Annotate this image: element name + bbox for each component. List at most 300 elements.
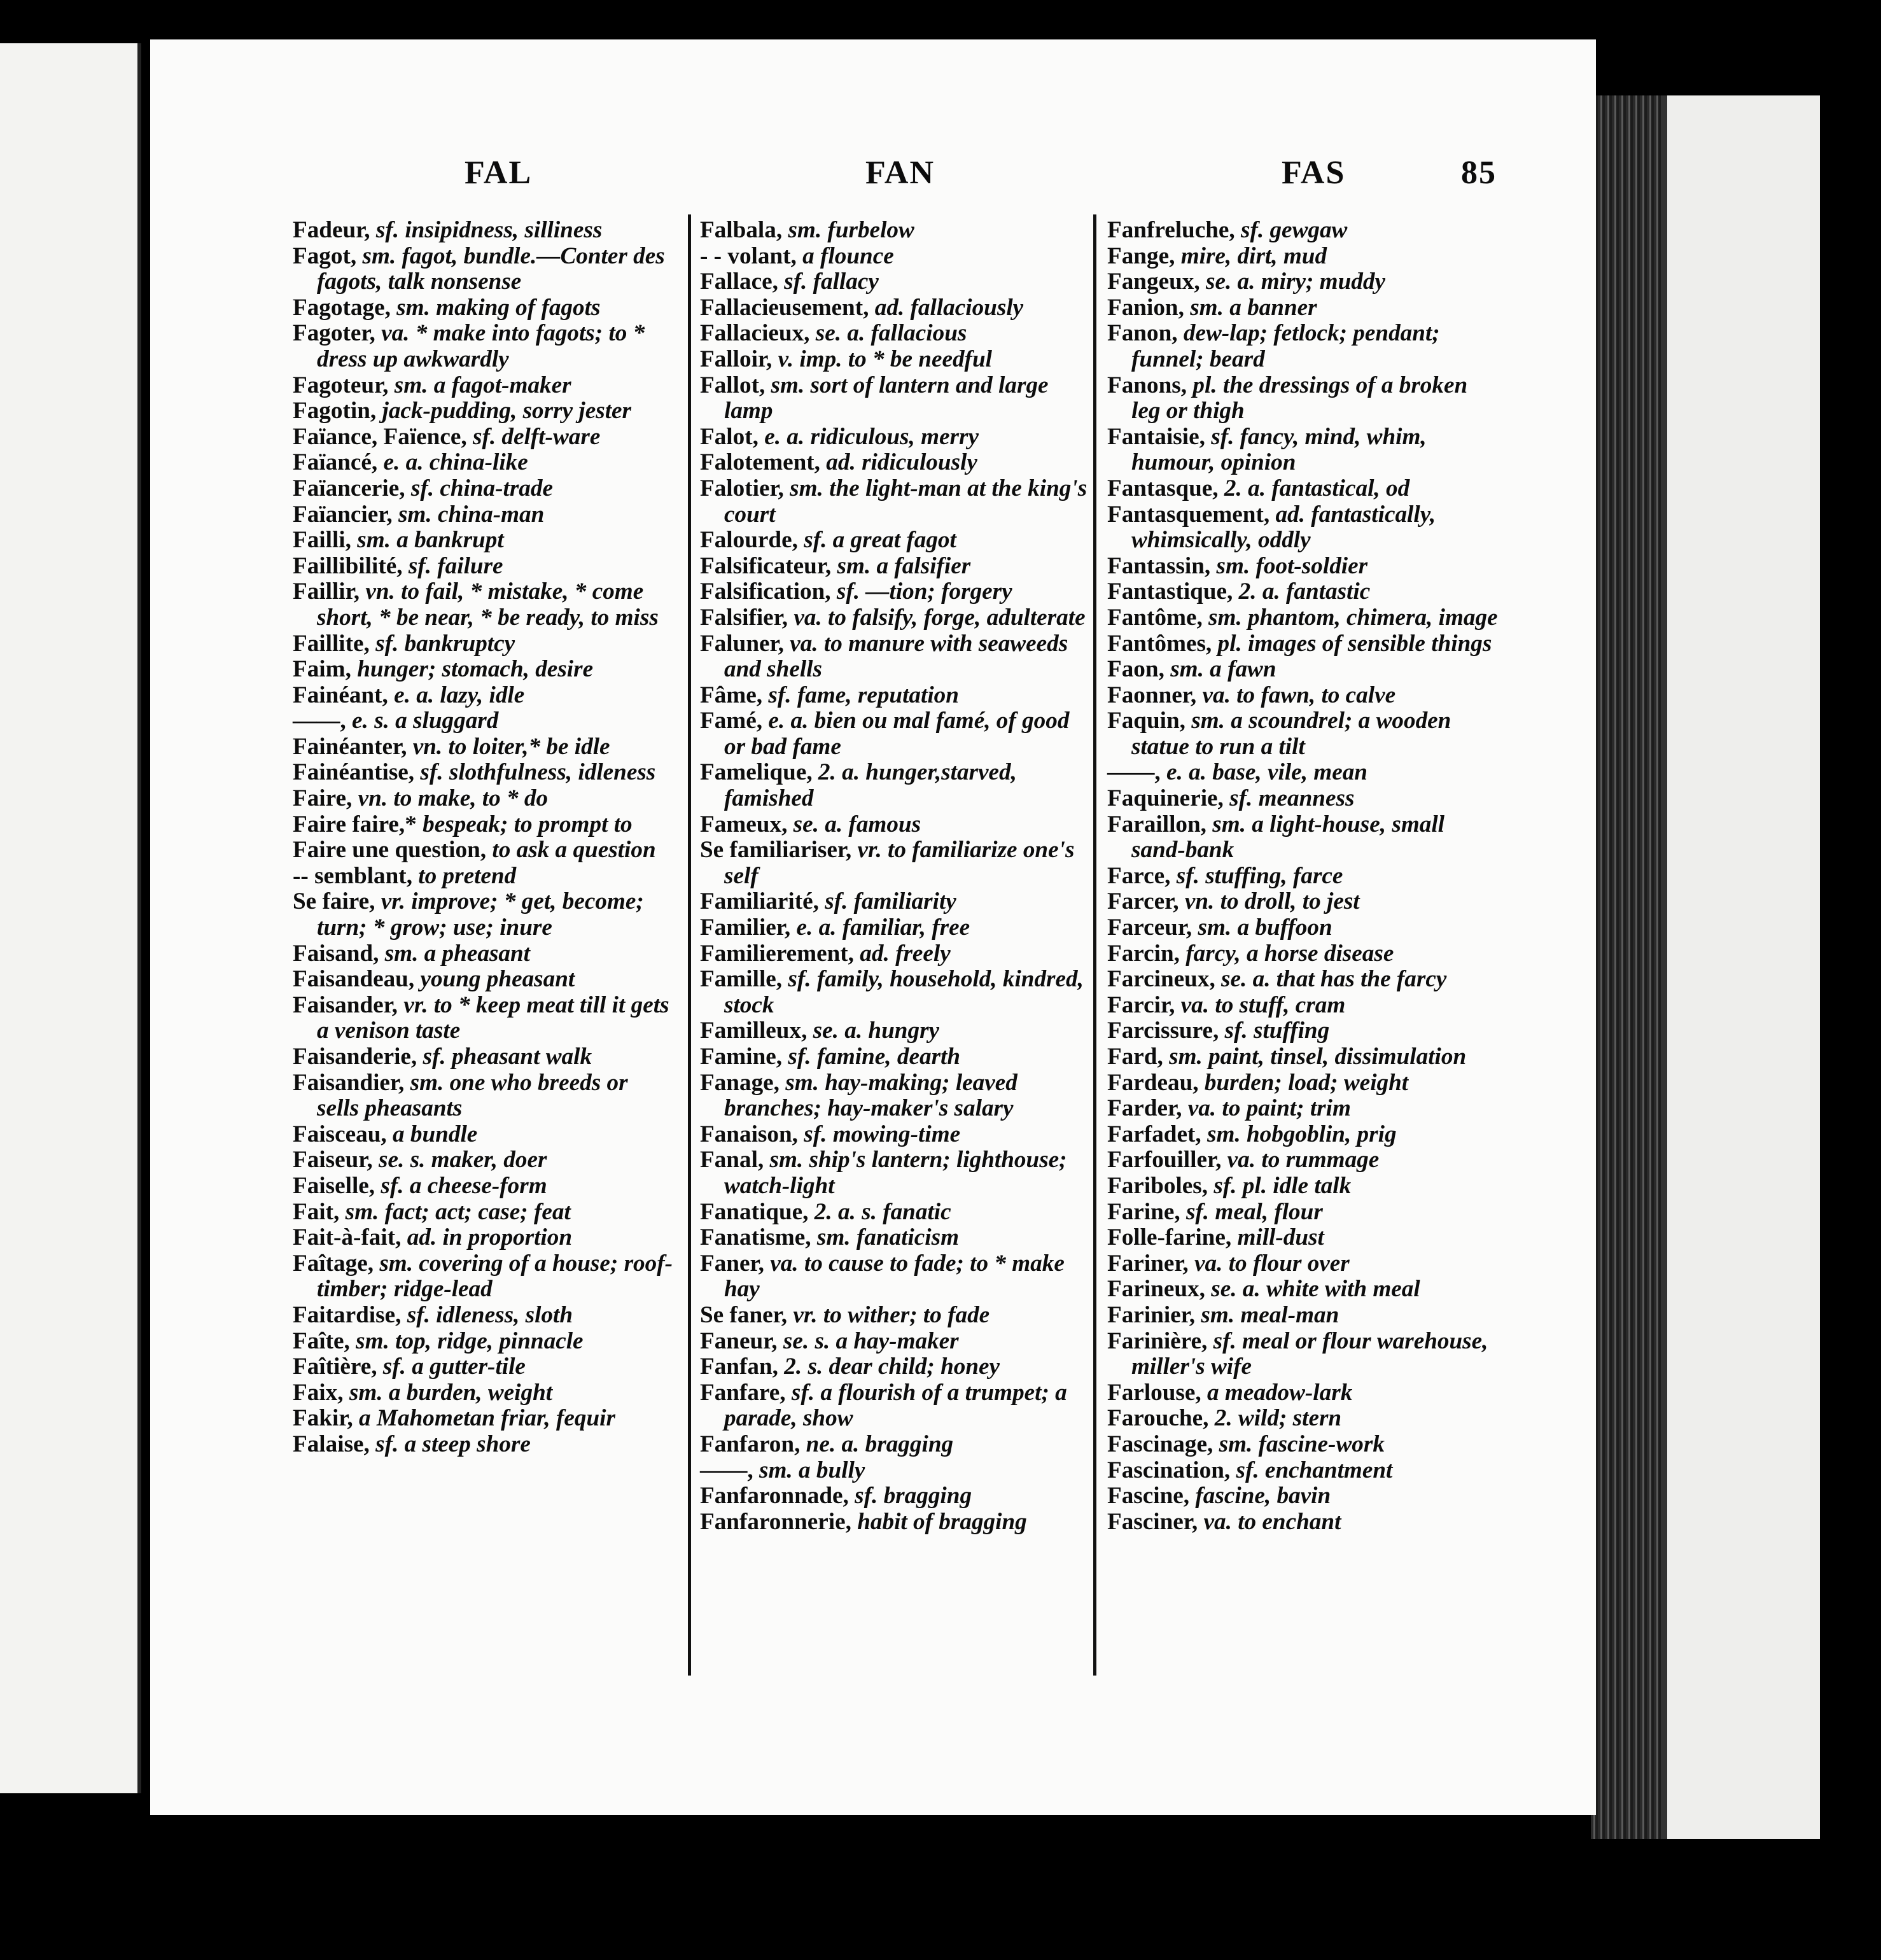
entry-definition: se. s. a hay-maker	[777, 1327, 959, 1354]
entry-definition: sm. the light-man at the king's court	[724, 475, 1087, 528]
entry-definition: va. to enchant	[1198, 1508, 1341, 1535]
entry-definition: va. to cause to fade; to * make hay	[724, 1250, 1065, 1303]
dictionary-entry	[1107, 605, 1502, 631]
entry-definition: hunger; stomach, desire	[351, 656, 594, 683]
dictionary-entry	[293, 373, 675, 399]
entry-definition: se. a. fallacious	[809, 320, 967, 347]
entry-headword: Fainéant,	[293, 682, 388, 708]
entry-headword: Fangeux,	[1107, 269, 1200, 295]
entry-definition: se. a. white with meal	[1205, 1276, 1420, 1303]
entry-headword: Fariboles,	[1107, 1172, 1208, 1199]
entry-definition: sf. fallacy	[778, 269, 879, 295]
entry-headword: Fantasquement,	[1107, 501, 1270, 528]
dictionary-entry	[700, 812, 1088, 838]
entry-headword: Farineux,	[1107, 1276, 1205, 1303]
entry-headword: Fascine,	[1107, 1483, 1190, 1509]
entry-headword: Fantôme,	[1107, 604, 1203, 631]
entry-definition: mire, dirt, mud	[1175, 242, 1327, 269]
entry-definition: sm. a banner	[1184, 294, 1317, 321]
dictionary-entry	[293, 244, 675, 295]
dictionary-entry	[700, 941, 1088, 967]
entry-definition: sf. china-trade	[405, 475, 553, 501]
entry-definition: e. a. base, vile, mean	[1160, 759, 1367, 786]
dictionary-entry	[700, 889, 1088, 915]
dictionary-entry	[700, 915, 1088, 941]
entry-definition: sm. a bankrupt	[351, 527, 504, 554]
entry-definition: sm. fanaticism	[811, 1224, 960, 1251]
entry-definition: sm. top, ridge, pinnacle	[349, 1327, 584, 1354]
dictionary-entry	[293, 218, 675, 244]
column-rule-2	[1093, 214, 1096, 1676]
dictionary-entry	[1107, 476, 1502, 502]
entry-definition: sf. stuffing, farce	[1170, 862, 1343, 889]
dictionary-entry	[1107, 708, 1502, 760]
entry-headword: Faquinerie,	[1107, 785, 1224, 812]
dictionary-entry	[1107, 889, 1502, 915]
entry-headword: Fanons,	[1107, 372, 1187, 398]
entry-headword: Fascinage,	[1107, 1431, 1213, 1457]
dictionary-entry	[293, 1200, 675, 1226]
entry-headword: Falsificateur,	[700, 552, 832, 579]
dictionary-entry	[293, 657, 675, 683]
dictionary-entry	[700, 1458, 1088, 1484]
entry-headword: Faîte,	[293, 1327, 350, 1354]
entry-definition: sm. fascine-work	[1213, 1431, 1385, 1457]
entry-definition: sf. fame, reputation	[762, 682, 959, 708]
dictionary-entry	[293, 1147, 675, 1173]
dictionary-entry	[700, 1147, 1088, 1199]
entry-definition: sm. making of fagots	[390, 294, 601, 321]
entry-definition: sm. a fawn	[1164, 656, 1276, 683]
entry-headword: Faîtière,	[293, 1354, 377, 1380]
dictionary-entry	[700, 244, 1088, 270]
entry-headword: Fantasque,	[1107, 475, 1219, 501]
entry-headword: Farcin,	[1107, 940, 1180, 967]
entry-definition: se. s. maker, doer	[372, 1147, 547, 1173]
dictionary-entry	[293, 760, 675, 786]
entry-headword: Faisceau,	[293, 1121, 387, 1147]
dictionary-entry	[1107, 1303, 1502, 1329]
dictionary-entry	[293, 1225, 675, 1251]
dictionary-entry	[293, 683, 675, 709]
entry-definition: ad. freely	[853, 940, 951, 967]
entry-headword: Faïancier,	[293, 501, 393, 528]
entry-definition: se. a. famous	[787, 811, 921, 837]
entry-headword: Famille,	[700, 966, 783, 993]
dictionary-entry	[700, 1303, 1088, 1329]
entry-headword: Fantastique,	[1107, 578, 1233, 605]
entry-definition: 2. wild; stern	[1208, 1405, 1342, 1432]
dictionary-entry	[700, 373, 1088, 424]
entry-headword: Fagoter,	[293, 320, 375, 347]
dictionary-entry	[293, 1070, 675, 1122]
dictionary-entry	[293, 528, 675, 554]
entry-headword: Faisander,	[293, 991, 398, 1018]
entry-definition: va. to falsify, forge, adulterate	[788, 604, 1086, 631]
entry-headword: Fange,	[1107, 242, 1175, 269]
entry-definition: 2. a. fantastic	[1233, 578, 1371, 605]
entry-headword: Fallot,	[700, 372, 766, 398]
entry-headword: Falotier,	[700, 475, 784, 501]
entry-definition: sf. failure	[402, 552, 503, 579]
entry-definition: ad. in proportion	[401, 1224, 573, 1251]
entry-definition: sm. hobgoblin, prig	[1201, 1121, 1397, 1147]
entry-definition: sf. enchantment	[1230, 1457, 1393, 1483]
dictionary-entry	[700, 605, 1088, 631]
dictionary-entry	[700, 1225, 1088, 1251]
entry-headword: Fanfaronnade,	[700, 1483, 849, 1509]
entry-headword: Farcir,	[1107, 991, 1175, 1018]
dictionary-entry	[700, 1509, 1088, 1536]
entry-headword: Faillibilité,	[293, 552, 403, 579]
entry-headword: ——,	[293, 708, 346, 734]
entry-headword: Fanatisme,	[700, 1224, 811, 1251]
dictionary-entry	[293, 941, 675, 967]
entry-headword: Fallacieusement,	[700, 294, 869, 321]
dictionary-entry	[700, 579, 1088, 605]
dictionary-entry	[293, 424, 675, 451]
dictionary-entry	[700, 554, 1088, 580]
entry-definition: a flounce	[796, 242, 894, 269]
dictionary-entry	[1107, 502, 1502, 554]
entry-definition: 2. a. hunger,starved, famished	[724, 759, 1017, 812]
dictionary-entry	[700, 1380, 1088, 1432]
entry-headword: Farfadet,	[1107, 1121, 1201, 1147]
header-guide-right: FAS	[1282, 155, 1346, 191]
entry-headword: Fallace,	[700, 269, 778, 295]
dictionary-entry	[293, 579, 675, 631]
dictionary-entry	[293, 864, 675, 890]
entry-headword: Famé,	[700, 708, 763, 734]
entry-definition: sf. pheasant walk	[417, 1044, 592, 1070]
entry-headword: Faonner,	[1107, 682, 1197, 708]
running-header	[150, 154, 1596, 205]
entry-definition: sf. —tion; forgery	[830, 578, 1012, 605]
dictionary-entry	[700, 295, 1088, 321]
entry-definition: sf. a steep shore	[369, 1431, 531, 1457]
dictionary-entry	[700, 269, 1088, 295]
entry-definition: ad. ridiculously	[820, 449, 977, 476]
entry-definition: jack-pudding, sorry jester	[376, 398, 632, 424]
entry-headword: Faix,	[293, 1379, 344, 1406]
dictionary-entry	[293, 1329, 675, 1355]
entry-definition: vr. to wither; to fade	[787, 1301, 990, 1328]
entry-headword: Fait-à-fait,	[293, 1224, 402, 1251]
entry-headword: Familleux,	[700, 1018, 808, 1044]
entry-headword: Fanage,	[700, 1069, 780, 1096]
dictionary-entry	[293, 502, 675, 528]
entry-definition: 2. s. dear child; honey	[778, 1354, 1000, 1380]
entry-definition: 2. a. fantastical, od	[1218, 475, 1410, 501]
dictionary-entry	[293, 1432, 675, 1458]
entry-headword: Faïancé,	[293, 449, 378, 476]
entry-definition: sf. meal or flour warehouse, miller's wife	[1131, 1327, 1488, 1380]
entry-headword: Fantômes,	[1107, 630, 1212, 657]
entry-definition: dew-lap; fetlock; pendant; funnel; beard	[1131, 320, 1440, 372]
entry-headword: Fardeau,	[1107, 1069, 1199, 1096]
entry-definition: fascine, bavin	[1189, 1483, 1331, 1509]
entry-definition: sm. furbelow	[782, 217, 914, 243]
entry-definition: va. * make into fagots; to * dress up awkwardly	[317, 320, 645, 372]
header-guide-left: FAL	[465, 155, 533, 191]
dictionary-entry	[1107, 1200, 1502, 1226]
dictionary-entry	[700, 321, 1088, 347]
dictionary-entry	[700, 476, 1088, 528]
entry-headword: Faillir,	[293, 578, 360, 605]
entry-headword: Folle-farine,	[1107, 1224, 1232, 1251]
entry-headword: Farce,	[1107, 862, 1171, 889]
entry-definition: sm. china-man	[392, 501, 545, 528]
entry-definition: sf. pl. idle talk	[1208, 1172, 1352, 1199]
entry-definition: sf. fancy, mind, whim, humour, opinion	[1131, 423, 1427, 476]
entry-headword: Fanfaron,	[700, 1431, 801, 1457]
entry-headword: Fakir,	[293, 1405, 353, 1432]
entry-headword: Farcissure,	[1107, 1018, 1219, 1044]
entry-headword: Farcer,	[1107, 888, 1179, 915]
entry-definition: sm. fact; act; case; feat	[339, 1198, 571, 1225]
entry-headword: Fanon,	[1107, 320, 1178, 347]
dictionary-entry	[1107, 1044, 1502, 1070]
entry-headword: Faisand,	[293, 940, 379, 967]
entry-definition: sm. sort of lantern and large lamp	[724, 372, 1049, 424]
book-page-edges	[1591, 95, 1661, 1839]
dictionary-column-2	[700, 218, 1088, 1535]
entry-headword: Farder,	[1107, 1095, 1182, 1122]
entry-definition: sm. a bully	[753, 1457, 865, 1483]
entry-headword: Fasciner,	[1107, 1508, 1198, 1535]
dictionary-entry	[293, 554, 675, 580]
entry-headword: Faiseur,	[293, 1147, 373, 1173]
entry-headword: Fainéantise,	[293, 759, 415, 786]
entry-headword: Fait,	[293, 1198, 340, 1225]
entry-headword: Se familiariser,	[700, 837, 852, 864]
entry-definition: va. to fawn, to calve	[1196, 682, 1396, 708]
entry-headword: Farine,	[1107, 1198, 1180, 1225]
entry-headword: Se faire,	[293, 888, 375, 915]
entry-definition: e. a. china-like	[377, 449, 528, 476]
entry-headword: Falourde,	[700, 527, 798, 554]
entry-definition: 2. a. s. fanatic	[808, 1198, 951, 1225]
dictionary-entry	[700, 1432, 1088, 1458]
dictionary-entry	[700, 1018, 1088, 1044]
page-number: 85	[1461, 155, 1497, 191]
entry-headword: Fagoteur,	[293, 372, 389, 398]
entry-headword: Faiselle,	[293, 1172, 375, 1199]
entry-definition: e. a. lazy, idle	[388, 682, 525, 708]
entry-headword: Farceur,	[1107, 914, 1192, 941]
dictionary-entry	[1107, 657, 1502, 683]
dictionary-entry	[293, 993, 675, 1044]
entry-definition: ad. fallaciously	[869, 294, 1024, 321]
entry-definition: pl. the dressings of a broken leg or thigh	[1131, 372, 1468, 424]
entry-definition: sm. ship's lantern; lighthouse; watch-light	[724, 1147, 1067, 1199]
entry-definition: sm. meal-man	[1195, 1301, 1339, 1328]
entry-headword: Fanion,	[1107, 294, 1184, 321]
entry-headword: Fadeur,	[293, 217, 370, 243]
dictionary-entry	[700, 631, 1088, 683]
dictionary-entry	[1107, 295, 1502, 321]
dictionary-entry	[293, 1173, 675, 1200]
entry-definition: sm. foot-soldier	[1210, 552, 1368, 579]
entry-headword: Faïancerie,	[293, 475, 405, 501]
dictionary-entry	[1107, 554, 1502, 580]
dictionary-entry	[1107, 1122, 1502, 1148]
dictionary-entry	[1107, 373, 1502, 424]
dictionary-entry	[700, 424, 1088, 451]
dictionary-entry	[700, 1200, 1088, 1226]
entry-definition: vn. to fail, * mistake, * come short, * be near, * be ready, to miss	[317, 578, 659, 631]
entry-headword: Farinier,	[1107, 1301, 1196, 1328]
dictionary-entry	[700, 1122, 1088, 1148]
dictionary-entry	[700, 347, 1088, 373]
dictionary-entry	[293, 1122, 675, 1148]
entry-headword: Familierement,	[700, 940, 854, 967]
entry-headword: Fantaisie,	[1107, 423, 1205, 450]
dictionary-entry	[1107, 915, 1502, 941]
dictionary-entry	[1107, 812, 1502, 864]
entry-definition: sm. hay-making; leaved branches; hay-maker's salary	[724, 1069, 1017, 1122]
entry-headword: Fantassin,	[1107, 552, 1211, 579]
entry-headword: Faon,	[1107, 656, 1164, 683]
entry-definition: va. to rummage	[1221, 1147, 1380, 1173]
dictionary-entry	[1107, 1458, 1502, 1484]
entry-definition: sm. a falsifier	[831, 552, 971, 579]
dictionary-entry	[1107, 424, 1502, 476]
dictionary-entry	[1107, 1380, 1502, 1406]
entry-headword: Faquin,	[1107, 708, 1185, 734]
entry-definition: sm. fagot, bundle.—Conter des fagots, talk nonsense	[317, 242, 665, 295]
entry-headword: Faisandeau,	[293, 966, 415, 993]
entry-headword: Faillite,	[293, 630, 370, 657]
dictionary-entry	[1107, 1277, 1502, 1303]
entry-headword: Fagotin,	[293, 398, 377, 424]
entry-headword: Faîtage,	[293, 1250, 374, 1277]
entry-definition: sm. a pheasant	[379, 940, 531, 967]
dictionary-entry	[1107, 321, 1502, 372]
entry-definition: sf. meal, flour	[1180, 1198, 1323, 1225]
entry-definition: va. to flour over	[1188, 1250, 1350, 1277]
dictionary-entry	[1107, 1070, 1502, 1096]
entry-headword: Fanfan,	[700, 1354, 778, 1380]
dictionary-entry	[700, 1483, 1088, 1509]
dictionary-entry	[700, 218, 1088, 244]
entry-headword: Famelique,	[700, 759, 813, 786]
dictionary-entry	[293, 1303, 675, 1329]
entry-definition: farcy, a horse disease	[1179, 940, 1394, 967]
dictionary-entry	[1107, 244, 1502, 270]
entry-definition: ne. a. bragging	[800, 1431, 954, 1457]
entry-definition: sf. gewgaw	[1234, 217, 1348, 243]
dictionary-entry	[700, 1329, 1088, 1355]
dictionary-entry	[1107, 579, 1502, 605]
dictionary-entry	[293, 889, 675, 941]
entry-definition: va. to manure with seaweeds and shells	[724, 630, 1068, 683]
entry-definition: sf. idleness, sloth	[401, 1301, 573, 1328]
dictionary-entry	[1107, 218, 1502, 244]
entry-headword: Faim,	[293, 656, 351, 683]
entry-definition: sm. a burden, weight	[343, 1379, 553, 1406]
entry-definition: vr. to * keep meat till it gets a venison taste	[317, 991, 669, 1044]
entry-headword: Farcineux,	[1107, 966, 1215, 993]
dictionary-entry	[293, 1251, 675, 1303]
entry-headword: Se faner,	[700, 1301, 788, 1328]
dictionary-entry	[1107, 1432, 1502, 1458]
entry-headword: Faire,	[293, 785, 353, 812]
entry-definition: burden; load; weight	[1198, 1069, 1409, 1096]
left-page	[0, 43, 141, 1793]
entry-definition: sf. bankruptcy	[369, 630, 515, 657]
dictionary-entry	[700, 1044, 1088, 1070]
entry-headword: Farinière,	[1107, 1327, 1208, 1354]
dictionary-entry	[1107, 1251, 1502, 1277]
dictionary-entry	[1107, 1329, 1502, 1380]
entry-headword: Fanfaronnerie,	[700, 1508, 851, 1535]
dictionary-entry	[1107, 1483, 1502, 1509]
entry-headword: Faire une question,	[293, 837, 487, 864]
entry-definition: vn. to loiter,* be idle	[407, 733, 610, 760]
header-guide-middle: FAN	[865, 155, 935, 191]
entry-definition: sf. meanness	[1223, 785, 1355, 812]
dictionary-entry	[293, 786, 675, 812]
dictionary-entry	[293, 476, 675, 502]
entry-headword: Fainéanter,	[293, 733, 407, 760]
entry-definition: se. a. hungry	[807, 1018, 940, 1044]
dictionary-entry	[700, 683, 1088, 709]
dictionary-entry	[1107, 1173, 1502, 1200]
column-rule-1	[688, 214, 691, 1676]
entry-definition: sf. a great fagot	[797, 527, 956, 554]
entry-definition: v. imp. to * be needful	[772, 346, 992, 372]
dictionary-entry	[1107, 941, 1502, 967]
entry-headword: Falot,	[700, 423, 759, 450]
entry-headword: Familier,	[700, 914, 791, 941]
dictionary-entry	[700, 708, 1088, 760]
entry-definition: a meadow-lark	[1201, 1379, 1353, 1406]
entry-definition: sm. one who breeds or sells pheasants	[317, 1069, 628, 1122]
entry-definition: sm. a buffoon	[1192, 914, 1332, 941]
entry-definition: sf. familiarity	[818, 888, 956, 915]
entry-definition: se. a. miry; muddy	[1199, 269, 1385, 295]
entry-headword: Familiarité,	[700, 888, 819, 915]
entry-headword: Fascination,	[1107, 1457, 1231, 1483]
entry-definition: va. to paint; trim	[1182, 1095, 1351, 1122]
dictionary-entry	[700, 1354, 1088, 1380]
entry-definition: a Mahometan friar, fequir	[353, 1405, 615, 1432]
entry-headword: Fanatique,	[700, 1198, 809, 1225]
entry-definition: bespeak; to prompt to	[416, 811, 633, 837]
entry-definition: sm. a scoundrel; a wooden statue to run a tilt	[1131, 708, 1451, 760]
entry-headword: Falsification,	[700, 578, 831, 605]
entry-headword: Fard,	[1107, 1044, 1163, 1070]
entry-headword: Falaise,	[293, 1431, 370, 1457]
entry-headword: Faraillon,	[1107, 811, 1206, 837]
entry-definition: sf. family, household, kindred, stock	[724, 966, 1084, 1018]
dictionary-entry	[1107, 864, 1502, 890]
entry-headword: Faner,	[700, 1250, 764, 1277]
entry-definition: sf. a gutter-tile	[377, 1354, 526, 1380]
entry-headword: Faluner,	[700, 630, 784, 657]
entry-definition: va. to stuff, cram	[1175, 991, 1346, 1018]
dictionary-column-3	[1107, 218, 1502, 1535]
dictionary-entry	[1107, 967, 1502, 993]
entry-definition: vr. improve; * get, become; turn; * grow; use; inure	[317, 888, 644, 941]
dictionary-entry	[1107, 631, 1502, 657]
entry-definition: e. a. ridiculous, merry	[758, 423, 979, 450]
dictionary-entry	[293, 1354, 675, 1380]
entry-definition: e. a. bien ou mal famé, of good or bad fame	[724, 708, 1070, 760]
entry-definition: a bundle	[386, 1121, 478, 1147]
entry-definition: vr. to familiarize one's self	[724, 837, 1075, 889]
